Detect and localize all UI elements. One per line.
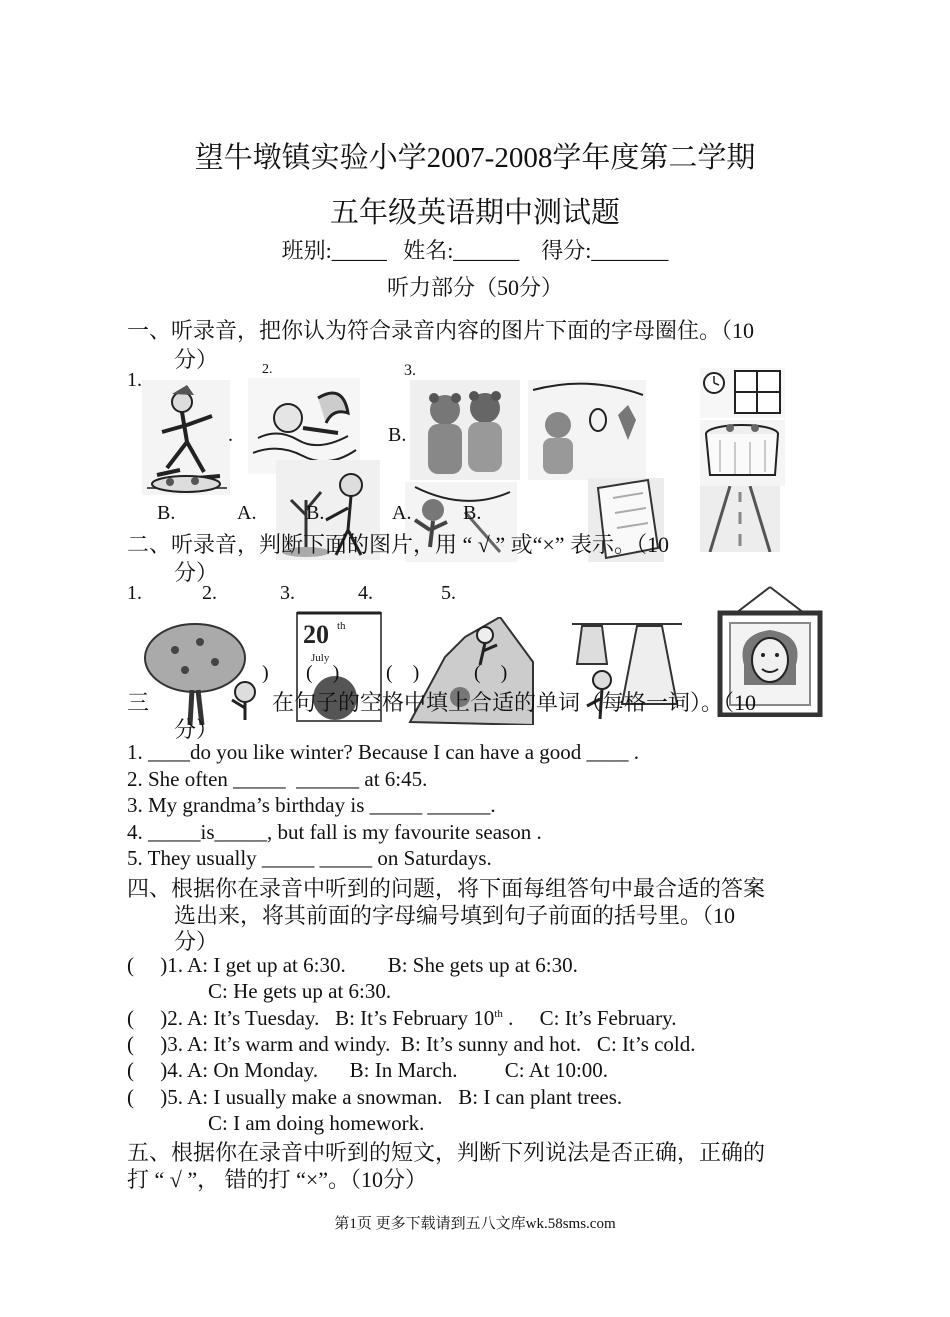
section5-heading: 五、根据你在录音中听到的短文，判断下列说法是否正确，正确的 <box>127 1140 766 1165</box>
calendar-suffix-text: th <box>337 620 346 632</box>
section3-heading: 在句子的空格中填上合适的单词（每格一词）。（10 <box>272 690 757 715</box>
s1-inline-dot: . <box>228 424 233 446</box>
s2-bracket-3: ( ) <box>386 662 420 684</box>
s4-q2-part-b: . C: It’s February. <box>502 1006 677 1030</box>
apple-tree-icon <box>140 620 266 725</box>
s1-inline-b: B. <box>388 424 407 446</box>
s1-option-b1: B. <box>157 502 176 524</box>
s1-option-a1: A. <box>237 502 257 524</box>
s4-q2-superscript: th <box>494 1008 503 1020</box>
s2-bracket-4: ( ) <box>474 662 508 684</box>
s2-number-2: 2. <box>202 582 217 604</box>
s2-bracket-2: ( ) <box>306 662 340 684</box>
s4-question-4: ( )4. A: On Monday. B: In March. C: At 10:00. <box>127 1058 609 1082</box>
student-info-line: 班别:_____ 姓名:______ 得分:_______ <box>281 238 669 263</box>
calendar-month-text: July <box>311 652 330 664</box>
s2-number-4: 4. <box>358 582 373 604</box>
s2-number-3: 3. <box>280 582 295 604</box>
road-icon <box>700 486 780 552</box>
s4-question-3: ( )3. A: It’s warm and windy. B: It’s sunny and hot. C: It’s cold. <box>127 1032 696 1056</box>
page-footer: 第1页 更多下载请到五八文库wk.58sms.com <box>334 1216 616 1232</box>
section4-heading-cont2: 分） <box>174 929 219 954</box>
s2-number-5: 5. <box>441 582 456 604</box>
section2-heading-cont: 分） <box>174 560 219 585</box>
s3-question-4: 4. _____is_____, but fall is my favourite season . <box>127 820 542 844</box>
exam-title-line1: 望牛墩镇实验小学2007-2008学年度第二学期 <box>194 142 756 174</box>
part-heading: 听力部分（50分） <box>386 275 563 300</box>
section1-heading: 一、听录音，把你认为符合录音内容的图片下面的字母圈住。（10 <box>127 318 755 343</box>
dining-table-icon <box>700 420 785 486</box>
section1-heading-cont: 分） <box>174 347 219 372</box>
s1-number-1: 1. <box>127 369 142 391</box>
section4-heading: 四、根据你在录音中听到的问题，将下面每组答句中最合适的答案 <box>127 876 766 901</box>
s3-question-1: 1. ____do you like winter? Because I can have a good ____ . <box>127 740 640 764</box>
s4-question-5-option-c: C: I am doing homework. <box>208 1111 425 1135</box>
section3-heading-cont: 分） <box>174 717 219 742</box>
s4-question-1-option-c: C: He gets up at 6:30. <box>208 979 392 1003</box>
small-table-icon <box>145 472 227 502</box>
s1-number-2: 2. <box>262 362 273 377</box>
section3-heading-left: 三 <box>127 690 150 715</box>
s3-question-3: 3. My grandma’s birthday is _____ ______. <box>127 793 496 817</box>
s1-option-b2: B. <box>306 502 325 524</box>
bears-icon <box>410 380 520 480</box>
s2-number-1: 1. <box>127 582 142 604</box>
bear-tennis-icon <box>528 380 646 480</box>
s3-question-5: 5. They usually _____ _____ on Saturdays. <box>127 846 492 870</box>
section4-heading-cont1: 选出来，将其前面的字母编号填到句子前面的括号里。（10 <box>174 903 736 928</box>
section2-heading: 二、听录音，判断下面的图片，用 “ √ ” 或“×” 表示。（10 <box>127 532 670 557</box>
calendar-day-text: 20 <box>303 620 329 649</box>
s4-q2-part-a: ( )2. A: It’s Tuesday. B: It’s February 10 <box>127 1006 495 1030</box>
s3-question-2: 2. She often _____ ______ at 6:45. <box>127 767 428 791</box>
s1-number-3: 3. <box>404 362 416 379</box>
s4-question-5: ( )5. A: I usually make a snowman. B: I can plant trees. <box>127 1085 623 1109</box>
exam-title-line2: 五年级英语期中测试题 <box>329 197 620 229</box>
section5-heading-cont: 打 “ √ ”， 错的打 “×”。（10分） <box>127 1167 428 1192</box>
clock-window-table-icon <box>700 368 785 418</box>
s4-question-2 <box>127 1006 677 1031</box>
s1-option-b3: B. <box>463 502 482 524</box>
s2-bracket-1: ) <box>262 662 269 684</box>
s1-option-a2: A. <box>392 502 412 524</box>
s4-question-1: ( )1. A: I get up at 6:30. B: She gets up at 6:30. <box>127 953 578 977</box>
